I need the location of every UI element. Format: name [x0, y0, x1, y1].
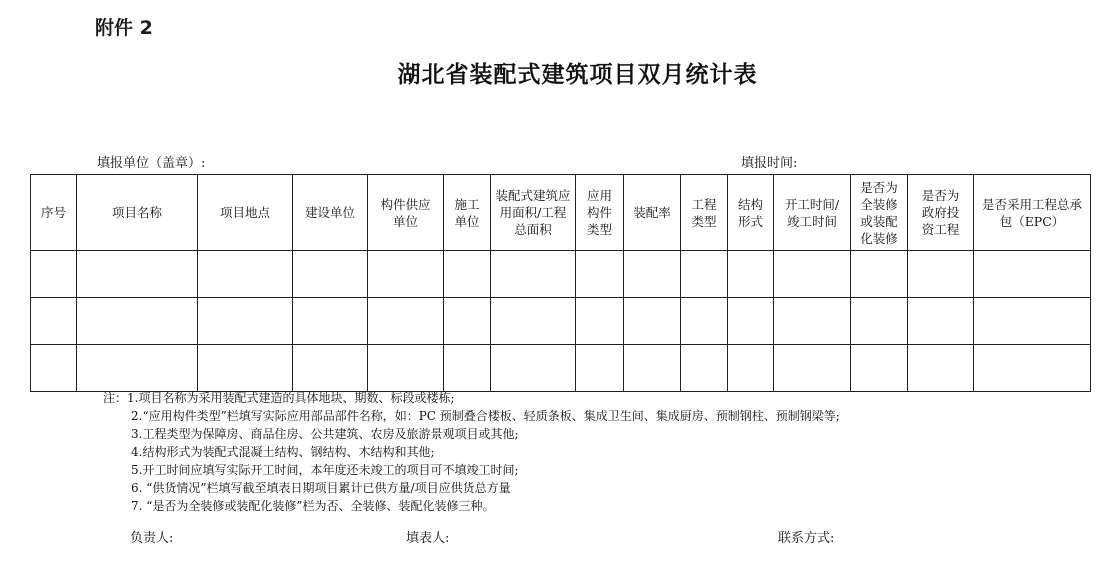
table-cell[interactable] [491, 298, 576, 345]
note-item: 4.结构形式为装配式混凝土结构、钢结构、木结构和其他; [131, 445, 435, 459]
note-item: 7. “是否为全装修或装配化装修”栏为否、全装修、装配化装修三种。 [131, 499, 495, 513]
table-cell[interactable] [293, 298, 368, 345]
header-index: 序号 [31, 175, 77, 251]
header-epc: 是否采用工程总承包（EPC） [974, 175, 1091, 251]
note-line [103, 407, 840, 425]
header-component-supplier: 构件供应单位 [368, 175, 444, 251]
table-cell[interactable] [491, 251, 576, 298]
header-construction-unit: 施工单位 [444, 175, 491, 251]
attachment-label: 附件 2 [95, 17, 153, 39]
table-cell[interactable] [576, 251, 624, 298]
table-cell[interactable] [31, 251, 77, 298]
table-cell[interactable] [444, 298, 491, 345]
table-cell[interactable] [491, 345, 576, 392]
table-cell[interactable] [368, 298, 444, 345]
table-cell[interactable] [198, 298, 293, 345]
table-cell[interactable] [624, 251, 681, 298]
table-cell[interactable] [681, 251, 728, 298]
header-builder: 建设单位 [293, 175, 368, 251]
table-cell[interactable] [293, 345, 368, 392]
table-cell[interactable] [31, 345, 77, 392]
notes-section [103, 389, 840, 515]
table-cell[interactable] [974, 251, 1091, 298]
table-cell[interactable] [576, 345, 624, 392]
table-cell[interactable] [624, 298, 681, 345]
table-cell[interactable] [368, 345, 444, 392]
note-line [103, 461, 840, 479]
header-project-name: 项目名称 [77, 175, 198, 251]
header-structure-form: 结构形式 [728, 175, 774, 251]
table-cell[interactable] [77, 298, 198, 345]
note-line [103, 443, 840, 461]
fill-time-label: 填报时间: [741, 156, 798, 171]
table-cell[interactable] [851, 345, 908, 392]
note-item: 5.开工时间应填写实际开工时间，本年度还未竣工的项目可不填竣工时间; [131, 463, 519, 477]
table-cell[interactable] [908, 251, 974, 298]
table-cell[interactable] [728, 251, 774, 298]
table-cell[interactable] [774, 298, 851, 345]
table-cell[interactable] [198, 345, 293, 392]
page-title: 湖北省装配式建筑项目双月统计表 [397, 61, 758, 88]
table-cell[interactable] [974, 298, 1091, 345]
header-start-end-time: 开工时间/竣工时间 [774, 175, 851, 251]
table-row [31, 251, 1091, 298]
table-cell[interactable] [368, 251, 444, 298]
table-cell[interactable] [851, 251, 908, 298]
table-cell[interactable] [624, 345, 681, 392]
responsible-person-label: 负责人: [130, 531, 174, 546]
table-cell[interactable] [444, 251, 491, 298]
table-cell[interactable] [198, 251, 293, 298]
table-cell[interactable] [774, 251, 851, 298]
filler-unit-label: 填报单位（盖章）: [97, 156, 206, 171]
table-cell[interactable] [908, 298, 974, 345]
note-item: 6. “供货情况”栏填写截至填表日期项目累计已供方量/项目应供货总方量 [131, 481, 511, 495]
note-item: 1.项目名称为采用装配式建造的具体地块、期数、标段或楼栋; [127, 391, 455, 405]
note-line [103, 425, 840, 443]
contact-info-label: 联系方式: [778, 531, 835, 546]
note-item: 3.工程类型为保障房、商品住房、公共建筑、农房及旅游景观项目或其他; [131, 427, 519, 441]
table-cell[interactable] [293, 251, 368, 298]
filler-person-label: 填表人: [406, 531, 450, 546]
table-cell[interactable] [576, 298, 624, 345]
note-line [103, 479, 840, 497]
note-line [103, 497, 840, 515]
header-project-type: 工程类型 [681, 175, 728, 251]
table-cell[interactable] [444, 345, 491, 392]
header-government-investment: 是否为政府投资工程 [908, 175, 974, 251]
table-row [31, 298, 1091, 345]
header-full-decoration: 是否为全装修或装配化装修 [851, 175, 908, 251]
note-line [103, 389, 840, 407]
table-cell[interactable] [31, 298, 77, 345]
table-cell[interactable] [974, 345, 1091, 392]
table-cell[interactable] [77, 251, 198, 298]
table-cell[interactable] [77, 345, 198, 392]
header-component-type: 应用构件类型 [576, 175, 624, 251]
note-item: 2.“应用构件类型”栏填写实际应用部品部件名称，如：PC 预制叠合楼板、轻质条板、集成卫生间、集成厨房、预制钢柱、预制钢梁等; [131, 409, 840, 423]
table-cell[interactable] [908, 345, 974, 392]
table-cell[interactable] [728, 298, 774, 345]
statistics-table [30, 174, 1091, 392]
table-cell[interactable] [728, 345, 774, 392]
notes-prefix: 注： [103, 391, 128, 405]
header-assembly-rate: 装配率 [624, 175, 681, 251]
header-project-location: 项目地点 [198, 175, 293, 251]
table-header-row [31, 175, 1091, 251]
table-cell[interactable] [774, 345, 851, 392]
table-cell[interactable] [681, 345, 728, 392]
header-prefab-area: 装配式建筑应用面积/工程总面积 [491, 175, 576, 251]
table-cell[interactable] [681, 298, 728, 345]
table-cell[interactable] [851, 298, 908, 345]
table-row [31, 345, 1091, 392]
